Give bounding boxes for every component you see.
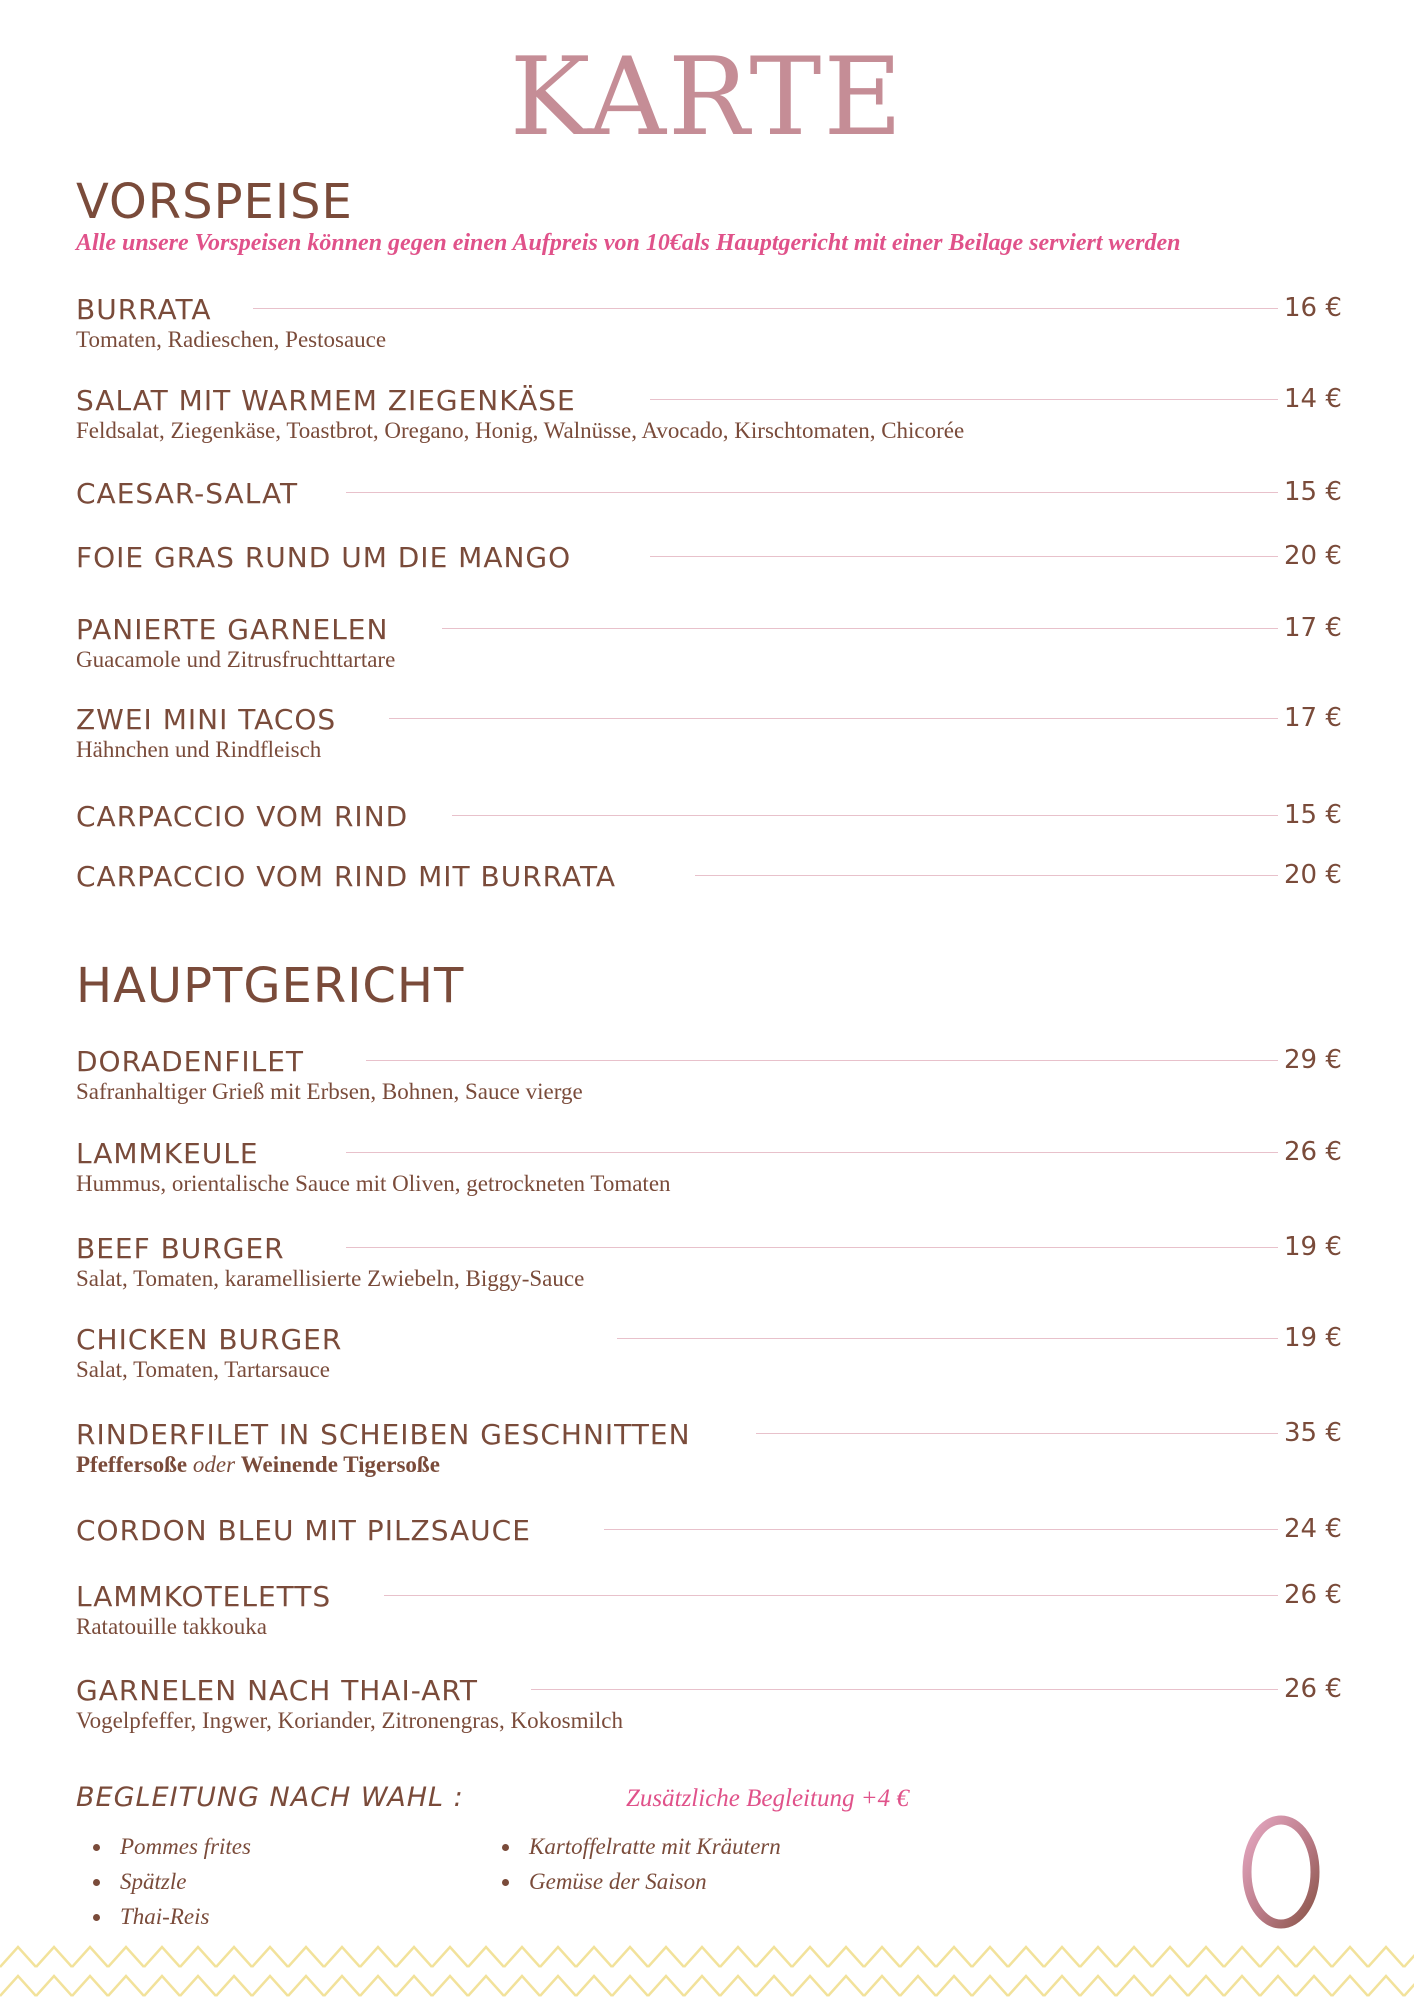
item-name: BEEF BURGER <box>76 1232 285 1265</box>
menu-item <box>76 541 1356 601</box>
menu-item <box>76 293 1356 353</box>
item-name: SALAT MIT WARMEM ZIEGENKÄSE <box>76 384 576 417</box>
item-description: Vogelpfeffer, Ingwer, Koriander, Zitronengras, Kokosmilch <box>76 1708 623 1733</box>
item-price: 17 € <box>1284 703 1342 733</box>
menu-item <box>76 1137 1356 1197</box>
item-price: 35 € <box>1284 1418 1342 1448</box>
menu-item <box>76 1514 1356 1574</box>
item-price: 15 € <box>1284 800 1342 830</box>
item-price: 19 € <box>1284 1232 1342 1262</box>
side-item: Gemüse der Saison <box>485 1864 781 1899</box>
item-price: 26 € <box>1284 1137 1342 1167</box>
item-price: 14 € <box>1284 384 1342 414</box>
sides-extra-price: Zusätzliche Begleitung +4 € <box>626 1785 909 1812</box>
item-price: 15 € <box>1284 477 1342 507</box>
item-description: Hähnchen und Rindfleisch <box>76 737 322 762</box>
leader-line <box>452 815 1278 816</box>
menu-item <box>76 1232 1356 1292</box>
menu-item <box>76 1418 1356 1478</box>
item-price: 16 € <box>1284 293 1342 323</box>
item-price: 24 € <box>1284 1514 1342 1544</box>
leader-line <box>650 556 1278 557</box>
side-item: Kartoffelratte mit Kräutern <box>485 1829 781 1864</box>
item-name: CAESAR-SALAT <box>76 477 299 510</box>
menu-item <box>76 860 1356 920</box>
menu-item <box>76 1580 1356 1640</box>
leader-line <box>617 1338 1278 1339</box>
leader-line <box>346 492 1278 493</box>
section-heading-hauptgericht: HAUPTGERICHT <box>76 958 465 1014</box>
menu-item <box>76 384 1356 444</box>
side-item: Pommes frites <box>76 1829 251 1864</box>
menu-item <box>76 703 1356 763</box>
item-description: Ratatouille takkouka <box>76 1614 267 1639</box>
leader-line <box>442 628 1278 629</box>
item-name: FOIE GRAS RUND UM DIE MANGO <box>76 541 572 574</box>
item-name: PANIERTE GARNELEN <box>76 613 389 646</box>
sauce-or: oder <box>192 1452 236 1477</box>
item-price: 29 € <box>1284 1045 1342 1075</box>
item-name: BURRATA <box>76 293 212 326</box>
menu-item <box>76 477 1356 537</box>
leader-line <box>604 1529 1278 1530</box>
leader-line <box>253 308 1278 309</box>
item-name: CARPACCIO VOM RIND <box>76 800 409 833</box>
item-price: 26 € <box>1284 1674 1342 1704</box>
menu-item <box>76 613 1356 673</box>
item-price: 17 € <box>1284 613 1342 643</box>
sides-list-right <box>485 1829 781 1899</box>
zigzag-pattern-decoration <box>0 1942 1414 2000</box>
side-item: Spätzle <box>76 1864 251 1899</box>
item-name: CHICKEN BURGER <box>76 1323 343 1356</box>
section-heading-vorspeise: VORSPEISE <box>76 174 353 230</box>
item-price: 26 € <box>1284 1580 1342 1610</box>
item-description: Feldsalat, Ziegenkäse, Toastbrot, Oregano, Honig, Walnüsse, Avocado, Kirschtomaten, Chicorée <box>76 418 965 443</box>
item-price: 20 € <box>1284 541 1342 571</box>
leader-line <box>756 1433 1278 1434</box>
sauce-option-b: Weinende Tigersoße <box>240 1452 440 1477</box>
item-description: Guacamole und Zitrusfruchttartare <box>76 647 396 672</box>
item-description: Salat, Tomaten, Tartarsauce <box>76 1357 330 1382</box>
item-price: 20 € <box>1284 860 1342 890</box>
menu-title: KARTE <box>509 35 905 160</box>
sauce-option-a: Pfeffersoße <box>76 1452 188 1477</box>
item-name: CORDON BLEU MIT PILZSAUCE <box>76 1514 531 1547</box>
leader-line <box>366 1060 1278 1061</box>
menu-item <box>76 1674 1356 1734</box>
leader-line <box>384 1595 1278 1596</box>
item-name: RINDERFILET IN SCHEIBEN GESCHNITTEN <box>76 1418 691 1451</box>
leader-line <box>346 1247 1278 1248</box>
item-description: Salat, Tomaten, karamellisierte Zwiebeln, Biggy-Sauce <box>76 1266 585 1291</box>
item-name: ZWEI MINI TACOS <box>76 703 337 736</box>
item-name: DORADENFILET <box>76 1045 305 1078</box>
item-description: Safranhaltiger Grieß mit Erbsen, Bohnen, Sauce vierge <box>76 1079 583 1104</box>
sides-heading: BEGLEITUNG NACH WAHL : <box>76 1782 464 1813</box>
menu-item <box>76 800 1356 860</box>
sides-list-left <box>76 1829 251 1934</box>
item-name: GARNELEN NACH THAI-ART <box>76 1674 478 1707</box>
item-description: Tomaten, Radieschen, Pestosauce <box>76 327 387 352</box>
leader-line <box>531 1689 1278 1690</box>
item-name: LAMMKOTELETTS <box>76 1580 332 1613</box>
leader-line <box>389 718 1278 719</box>
leader-line <box>346 1152 1278 1153</box>
item-description: Hummus, orientalische Sauce mit Oliven, getrockneten Tomaten <box>76 1171 671 1196</box>
menu-item <box>76 1323 1356 1383</box>
side-item: Thai-Reis <box>76 1899 251 1934</box>
vorspeise-note: Alle unsere Vorspeisen können gegen einen Aufpreis von 10€als Hauptgericht mit einer Beilage serviert werden <box>76 230 1181 256</box>
menu-item <box>76 1045 1356 1105</box>
leader-line <box>650 399 1278 400</box>
leader-line <box>695 875 1278 876</box>
item-price: 19 € <box>1284 1323 1342 1353</box>
item-name: CARPACCIO VOM RIND MIT BURRATA <box>76 860 617 893</box>
item-name: LAMMKEULE <box>76 1137 259 1170</box>
item-description <box>76 1452 440 1478</box>
o-monogram-logo-icon <box>1226 1800 1336 1940</box>
